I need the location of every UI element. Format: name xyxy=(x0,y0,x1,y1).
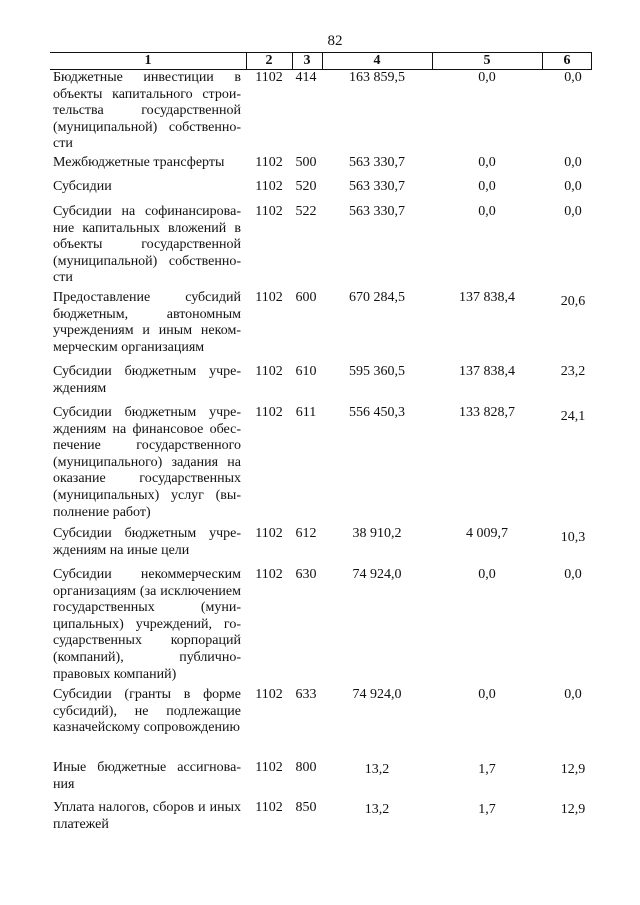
row-value-col6: 0,0 xyxy=(564,567,582,582)
row-value-col4: 563 330,7 xyxy=(349,155,405,170)
row-expense-code: 610 xyxy=(295,364,317,379)
header-col-5: 5 xyxy=(483,53,491,68)
header-col-1: 1 xyxy=(144,53,152,68)
row-description: Субсидии бюджетным учреждениям на иные цели xyxy=(53,526,241,558)
row-section-code: 1102 xyxy=(255,405,283,420)
row-value-col4: 13,2 xyxy=(364,802,390,817)
header-col-4: 4 xyxy=(373,53,381,68)
row-value-col5: 133 828,7 xyxy=(459,405,515,420)
row-section-code: 1102 xyxy=(255,800,283,815)
row-expense-code: 414 xyxy=(295,70,317,85)
row-value-col5: 0,0 xyxy=(478,567,496,582)
row-value-col6: 10,3 xyxy=(560,530,586,545)
row-description: Субсидии бюджетным учреждениям xyxy=(53,364,241,396)
row-value-col6: 0,0 xyxy=(564,70,582,85)
row-value-col5: 0,0 xyxy=(478,179,496,194)
row-description: Субсидии некоммерческим организациям (за исключением государственных (муниципальных) учреждений, государственных корпораций (компаний), публично-правовых компаний) xyxy=(53,567,241,682)
row-value-col4: 13,2 xyxy=(364,762,390,777)
header-divider xyxy=(246,53,247,69)
row-value-col6: 0,0 xyxy=(564,204,582,219)
row-value-col5: 0,0 xyxy=(478,687,496,702)
header-divider xyxy=(292,53,293,69)
header-divider xyxy=(432,53,433,69)
row-value-col5: 4 009,7 xyxy=(466,526,508,541)
row-expense-code: 520 xyxy=(295,179,317,194)
row-description: Бюджетные инвестиции в объекты капитального строительства государственной (муниципальной) собственности xyxy=(53,70,241,152)
row-value-col6: 20,6 xyxy=(560,294,586,309)
row-description: Иные бюджетные ассигнования xyxy=(53,760,241,792)
row-value-col6: 0,0 xyxy=(564,155,582,170)
row-description: Субсидии (гранты в форме субсидий), не подлежащие казначейскому сопровождению xyxy=(53,687,241,736)
row-section-code: 1102 xyxy=(255,155,283,170)
row-description: Уплата налогов, сборов и иных платежей xyxy=(53,800,241,832)
row-section-code: 1102 xyxy=(255,70,283,85)
row-value-col4: 74 924,0 xyxy=(352,687,402,702)
row-expense-code: 850 xyxy=(295,800,317,815)
header-col-3: 3 xyxy=(303,53,311,68)
budget-table xyxy=(50,52,592,832)
row-value-col5: 0,0 xyxy=(478,204,496,219)
row-expense-code: 500 xyxy=(295,155,317,170)
row-value-col4: 74 924,0 xyxy=(352,567,402,582)
row-value-col5: 1,7 xyxy=(478,802,496,817)
row-value-col5: 0,0 xyxy=(478,155,496,170)
row-expense-code: 612 xyxy=(295,526,317,541)
header-col-2: 2 xyxy=(265,53,273,68)
header-divider xyxy=(542,53,543,69)
row-value-col4: 556 450,3 xyxy=(349,405,405,420)
row-value-col5: 137 838,4 xyxy=(459,290,515,305)
row-description: Субсидии бюджетным учреждениям на финансовое обеспечение государственного (муниципального) задания на оказание государственных (муниципальных) услуг (выполнение работ) xyxy=(53,405,241,520)
row-value-col4: 563 330,7 xyxy=(349,204,405,219)
row-section-code: 1102 xyxy=(255,526,283,541)
row-section-code: 1102 xyxy=(255,204,283,219)
row-expense-code: 600 xyxy=(295,290,317,305)
row-expense-code: 630 xyxy=(295,567,317,582)
row-description: Субсидии xyxy=(53,179,112,194)
row-description: Межбюджетные трансферты xyxy=(53,155,225,170)
header-divider xyxy=(322,53,323,69)
row-section-code: 1102 xyxy=(255,567,283,582)
row-section-code: 1102 xyxy=(255,687,283,702)
row-value-col6: 24,1 xyxy=(560,409,586,424)
page-number: 82 xyxy=(327,33,343,49)
row-expense-code: 522 xyxy=(295,204,317,219)
row-value-col4: 670 284,5 xyxy=(349,290,405,305)
row-value-col5: 0,0 xyxy=(478,70,496,85)
row-value-col4: 163 859,5 xyxy=(349,70,405,85)
row-value-col6: 0,0 xyxy=(564,687,582,702)
row-description: Предоставление субсидий бюджетным, автономным учреждениям и иным некоммерческим организациям xyxy=(53,290,241,355)
row-value-col6: 12,9 xyxy=(560,802,586,817)
row-value-col4: 38 910,2 xyxy=(352,526,402,541)
table-header xyxy=(50,52,592,70)
row-expense-code: 633 xyxy=(295,687,317,702)
row-section-code: 1102 xyxy=(255,760,283,775)
row-section-code: 1102 xyxy=(255,179,283,194)
row-value-col4: 595 360,5 xyxy=(349,364,405,379)
row-section-code: 1102 xyxy=(255,290,283,305)
row-value-col4: 563 330,7 xyxy=(349,179,405,194)
row-value-col5: 137 838,4 xyxy=(459,364,515,379)
row-value-col6: 12,9 xyxy=(560,762,586,777)
row-expense-code: 800 xyxy=(295,760,317,775)
row-description: Субсидии на софинансирование капитальных вложений в объекты государственной (муниципальной) собственности xyxy=(53,204,241,286)
row-section-code: 1102 xyxy=(255,364,283,379)
row-value-col5: 1,7 xyxy=(478,762,496,777)
header-divider xyxy=(591,53,592,69)
row-value-col6: 0,0 xyxy=(564,179,582,194)
header-col-6: 6 xyxy=(563,53,571,68)
row-value-col6: 23,2 xyxy=(560,364,586,379)
row-expense-code: 611 xyxy=(295,405,317,420)
